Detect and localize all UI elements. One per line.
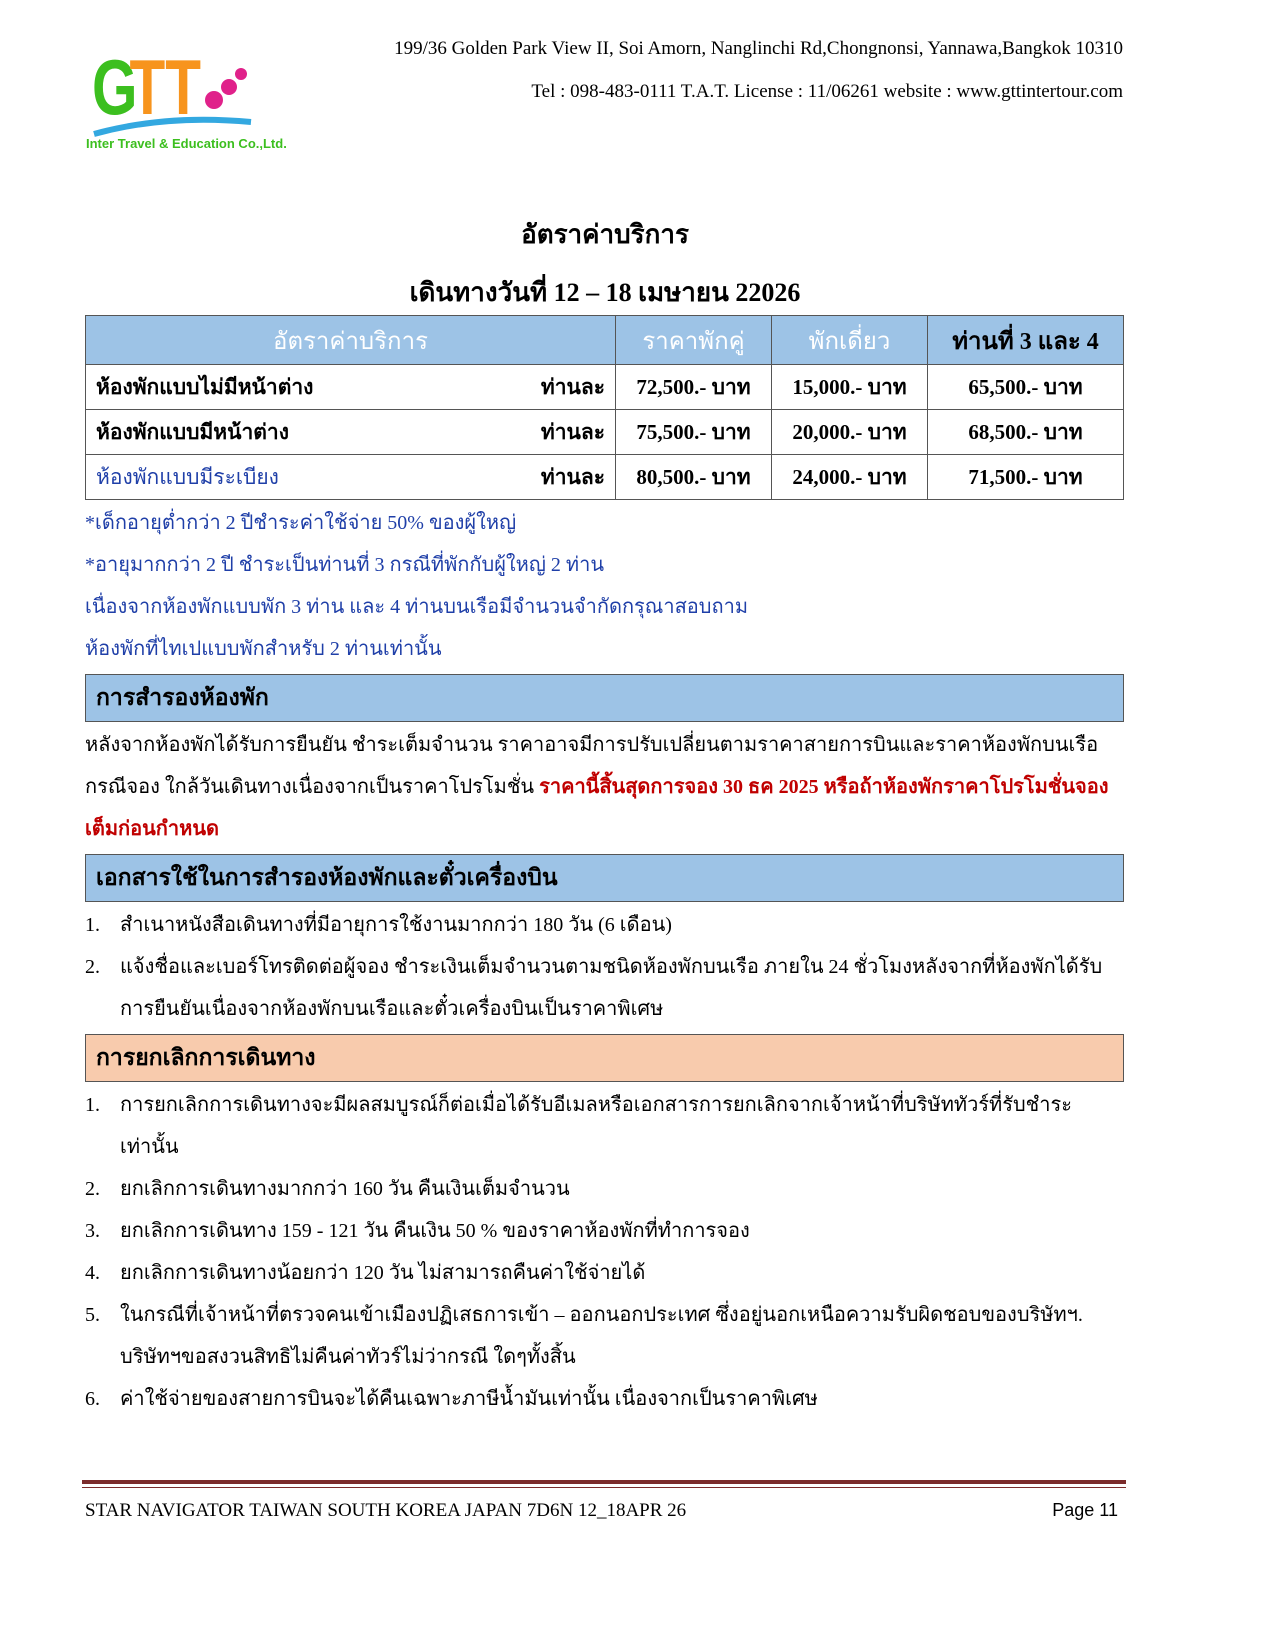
booking-text bbox=[85, 724, 1124, 850]
section-heading-documents: เอกสารใช้ในการสำรองห้องพักและตั๋วเครื่องบิน bbox=[85, 854, 1124, 902]
page-title: อัตราค่าบริการ bbox=[521, 220, 689, 249]
note-room-limit: เนื่องจากห้องพักแบบพัก 3 ท่าน และ 4 ท่านบนเรือมีจำนวนจำกัดกรุณาสอบถาม bbox=[85, 596, 749, 618]
booking-deadline: ราคานี้สิ้นสุดการจอง 30 ธค 2025 หรือถ้าห้องพักราคาโปรโมชั่นจองเต็มก่อนกำหนด bbox=[85, 776, 1109, 840]
third-price: 71,500.- บาท bbox=[928, 455, 1124, 500]
item-text: ยกเลิกการเดินทางน้อยกว่า 120 วัน ไม่สามารถคืนค่าใช้จ่ายได้ bbox=[120, 1262, 646, 1284]
single-price: 24,000.- บาท bbox=[772, 455, 928, 500]
twin-price: 80,500.- บาท bbox=[616, 455, 772, 500]
list-item bbox=[85, 1378, 1124, 1420]
item-number: 5. bbox=[85, 1304, 100, 1326]
room-type: ห้องพักแบบไม่มีหน้าต่าง bbox=[86, 365, 506, 410]
third-price: 65,500.- บาท bbox=[928, 365, 1124, 410]
list-item bbox=[85, 946, 1124, 1030]
col-header-twin: ราคาพักคู่ bbox=[616, 316, 772, 365]
room-type: ห้องพักแบบมีระเบียง bbox=[86, 455, 506, 500]
single-price: 20,000.- บาท bbox=[772, 410, 928, 455]
item-text: แจ้งชื่อและเบอร์โทรติดต่อผู้จอง ชำระเงินเต็มจำนวนตามชนิดห้องพักบนเรือ ภายใน 24 ชั่วโมงหลังจากที่ห้องพักได้รับการยืนยันเนื่องจากห้องพักบนเรือและตั๋วเครื่องบินเป็นราคาพิเศษ bbox=[120, 956, 1103, 1020]
col-header-service: อัตราค่าบริการ bbox=[86, 316, 616, 365]
list-item bbox=[85, 1168, 1124, 1210]
item-number: 1. bbox=[85, 1094, 100, 1116]
company-address: 199/36 Golden Park View II, Soi Amorn, Nanglinchi Rd,Chongnonsi, Yannawa,Bangkok 10310 bbox=[394, 38, 1123, 59]
room-type: ห้องพักแบบมีหน้าต่าง bbox=[86, 410, 506, 455]
twin-price: 75,500.- บาท bbox=[616, 410, 772, 455]
item-text: ค่าใช้จ่ายของสายการบินจะได้คืนเฉพาะภาษีน้ำมันเท่านั้น เนื่องจากเป็นราคาพิเศษ bbox=[120, 1388, 818, 1410]
list-item bbox=[85, 1294, 1124, 1378]
item-number: 3. bbox=[85, 1220, 100, 1242]
svg-text:Inter Travel & Education Co.,L: Inter Travel & Education Co.,Ltd. bbox=[86, 136, 287, 151]
list-item bbox=[85, 1210, 1124, 1252]
body-content bbox=[85, 502, 1124, 1420]
table-row bbox=[86, 455, 1124, 500]
item-text: ในกรณีที่เจ้าหน้าที่ตรวจคนเข้าเมืองปฏิเสธการเข้า – ออกนอกประเทศ ซึ่งอยู่นอกเหนือความรับผิดชอบของบริษัทฯ. บริษัทฯขอสงวนสิทธิไม่คืนค่าทัวร์ไม่ว่ากรณี ใดๆทั้งสิ้น bbox=[120, 1304, 1083, 1368]
price-table bbox=[85, 315, 1124, 500]
item-text: ยกเลิกการเดินทาง 159 - 121 วัน คืนเงิน 50 % ของราคาห้องพักที่ทำการจอง bbox=[120, 1220, 750, 1242]
per-person: ท่านละ bbox=[505, 455, 616, 500]
item-number: 6. bbox=[85, 1388, 100, 1410]
footer-divider bbox=[82, 1480, 1126, 1484]
travel-dates: เดินทางวันที่ 12 – 18 เมษายน 22026 bbox=[409, 278, 801, 307]
section-heading-cancellation: การยกเลิกการเดินทาง bbox=[85, 1034, 1124, 1082]
third-price: 68,500.- บาท bbox=[928, 410, 1124, 455]
item-text: ยกเลิกการเดินทางมากกว่า 160 วัน คืนเงินเต็มจำนวน bbox=[120, 1178, 570, 1200]
list-item bbox=[85, 1252, 1124, 1294]
page-number: Page 11 bbox=[1052, 1500, 1118, 1520]
item-text: สำเนาหนังสือเดินทางที่มีอายุการใช้งานมากกว่า 180 วัน (6 เดือน) bbox=[120, 914, 672, 936]
twin-price: 72,500.- บาท bbox=[616, 365, 772, 410]
col-header-third: ท่านที่ 3 และ 4 bbox=[928, 316, 1124, 365]
section-heading-booking: การสำรองห้องพัก bbox=[85, 674, 1124, 722]
table-header-row bbox=[86, 316, 1124, 365]
per-person: ท่านละ bbox=[505, 365, 616, 410]
company-logo bbox=[86, 42, 287, 152]
note-taipei-room: ห้องพักที่ไทเปแบบพักสำหรับ 2 ท่านเท่านั้น bbox=[85, 638, 442, 660]
svg-text:G: G bbox=[92, 43, 138, 131]
footer-divider-thin bbox=[82, 1487, 1126, 1488]
single-price: 15,000.- บาท bbox=[772, 365, 928, 410]
item-number: 2. bbox=[85, 1178, 100, 1200]
item-number: 4. bbox=[85, 1262, 100, 1284]
item-text: การยกเลิกการเดินทางจะมีผลสมบูรณ์ก็ต่อเมื่อได้รับอีเมลหรือเอกสารการยกเลิกจากเจ้าหน้าที่บริษัททัวร์ที่รับชำระเท่านั้น bbox=[120, 1094, 1072, 1158]
company-contact: Tel : 098-483-0111 T.A.T. License : 11/06261 website : www.gttintertour.com bbox=[531, 81, 1123, 102]
item-number: 2. bbox=[85, 956, 100, 978]
list-item bbox=[85, 904, 1124, 946]
item-number: 1. bbox=[85, 914, 100, 936]
table-row bbox=[86, 410, 1124, 455]
table-row bbox=[86, 365, 1124, 410]
footer-tour-name: STAR NAVIGATOR TAIWAN SOUTH KOREA JAPAN 7D6N 12_18APR 26 bbox=[85, 1500, 687, 1521]
note-child: *เด็กอายุต่ำกว่า 2 ปีชำระค่าใช้จ่าย 50% ของผู้ใหญ่ bbox=[85, 512, 517, 534]
svg-text:TT: TT bbox=[129, 43, 201, 131]
col-header-single: พักเดี่ยว bbox=[772, 316, 928, 365]
note-third-person: *อายุมากกว่า 2 ปี ชำระเป็นท่านที่ 3 กรณีที่พักกับผู้ใหญ่ 2 ท่าน bbox=[85, 554, 604, 576]
per-person: ท่านละ bbox=[505, 410, 616, 455]
booking-body: หลังจากห้องพักได้รับการยืนยัน ชำระเต็มจำนวน ราคาอาจมีการปรับเปลี่ยนตามราคาสายการบินและราคาห้องพักบนเรือ กรณีจอง ใกล้วันเดินทางเนื่องจากเป็นราคาโปรโมชั่น bbox=[85, 734, 1099, 798]
list-item bbox=[85, 1084, 1124, 1168]
